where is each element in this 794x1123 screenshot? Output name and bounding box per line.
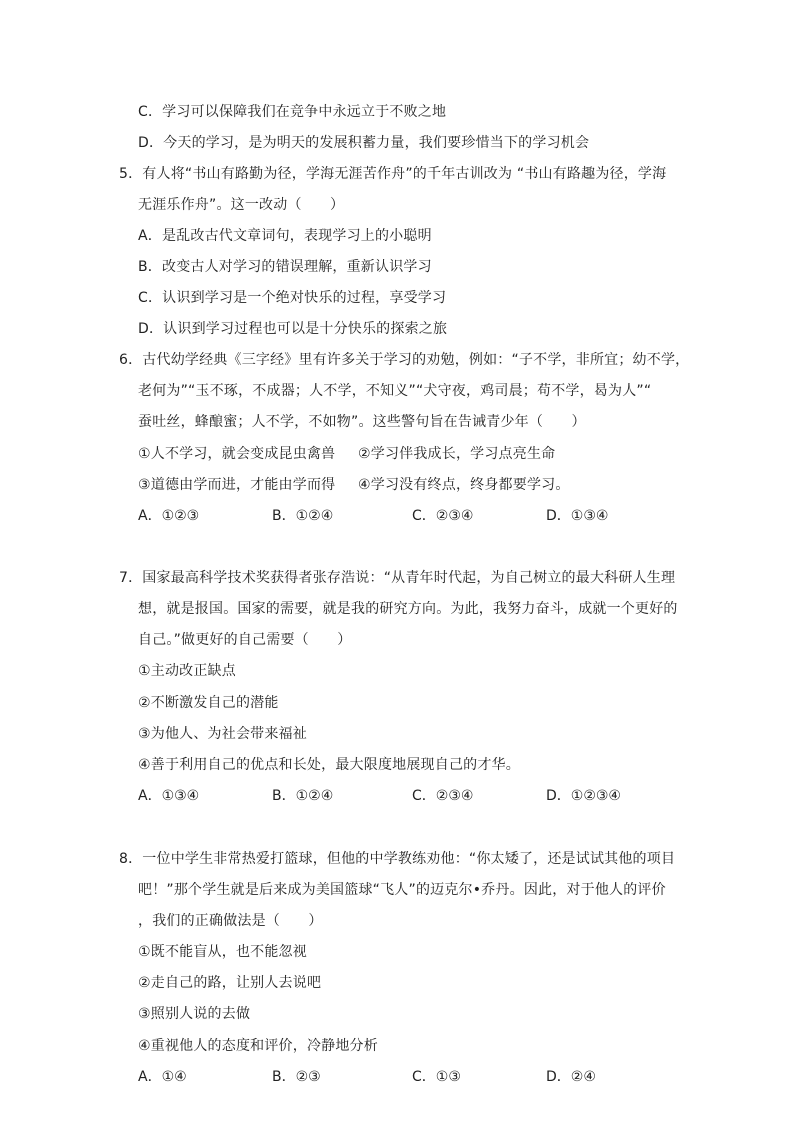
q7-option-b: B．①②④ xyxy=(272,788,334,804)
q7-statement-2: ②不断激发自己的潜能 xyxy=(138,695,279,711)
q7-option-d: D．①②③④ xyxy=(546,788,621,804)
q8-statement-2: ②走自己的路，让别人去说吧 xyxy=(138,975,322,991)
q5-option-d: D．认识到学习过程也可以是十分快乐的探索之旅 xyxy=(138,321,448,337)
q5-option-c: C．认识到学习是一个绝对快乐的过程，享受学习 xyxy=(138,290,447,306)
q6-option-b: B．①②④ xyxy=(272,508,334,524)
q6-stem-line3: 蚕吐丝，蜂酿蜜；人不学，不如物”。这些警句旨在告诫青少年（ ） xyxy=(138,414,586,430)
q7-options-row xyxy=(138,786,658,806)
q6-statement-2: ②学习伴我成长，学习点亮生命 xyxy=(358,446,556,462)
q8-stem-line1: 8．一位中学生非常热爱打篮球，但他的中学教练劝他：“你太矮了，还是试试其他的项目 xyxy=(119,851,676,867)
q8-option-b: B．②③ xyxy=(272,1069,321,1085)
q8-statement-3: ③照别人说的去做 xyxy=(138,1006,251,1022)
q6-option-a: A．①②③ xyxy=(138,508,200,524)
q7-statement-1: ①主动改正缺点 xyxy=(138,663,236,679)
q7-stem-line1: 7．国家最高科学技术奖获得者张存浩说：“从青年时代起，为自己树立的最大科研人生理 xyxy=(119,570,676,586)
q7-stem-line3: 自己。”做更好的自己需要（ ） xyxy=(138,632,352,648)
q5-stem-line2: 无涯乐作舟”。这一改动（ ） xyxy=(138,197,345,213)
q5-option-b: B．改变古人对学习的错误理解，重新认识学习 xyxy=(138,259,432,275)
q4-option-c: C．学习可以保障我们在竞争中永远立于不败之地 xyxy=(138,104,447,120)
q4-option-d: D．今天的学习，是为明天的发展积蓄力量，我们要珍惜当下的学习机会 xyxy=(138,135,590,151)
q8-stem-line3: ，我们的正确做法是（ ） xyxy=(138,913,323,929)
q6-statement-1: ①人不学习，就会变成昆虫禽兽 xyxy=(138,446,336,462)
q5-option-a: A．是乱改古代文章词句，表现学习上的小聪明 xyxy=(138,228,432,244)
q6-option-c: C．②③④ xyxy=(412,508,474,524)
q8-options-row xyxy=(138,1067,658,1087)
q8-option-c: C．①③ xyxy=(412,1069,461,1085)
q7-option-a: A．①③④ xyxy=(138,788,200,804)
q6-statement-3: ③道德由学而进，才能由学而得 xyxy=(138,477,336,493)
q6-stem-line1: 6．古代幼学经典《三字经》里有许多关于学习的劝勉，例如：“子不学，非所宜；幼不学， xyxy=(119,352,690,368)
q6-options-row xyxy=(138,506,658,526)
q7-statement-4: ④善于利用自己的优点和长处，最大限度地展现自己的才华。 xyxy=(138,757,520,773)
q6-option-d: D．①③④ xyxy=(546,508,609,524)
q8-stem-line2: 吧！”那个学生就是后来成为美国篮球“飞人”的迈克尔•乔丹。因此，对于他人的评价 xyxy=(138,882,666,898)
q7-statement-3: ③为他人、为社会带来福祉 xyxy=(138,726,307,742)
q8-statement-1: ①既不能盲从，也不能忽视 xyxy=(138,944,307,960)
q6-statement-4: ④学习没有终点，终身都要学习。 xyxy=(358,477,570,493)
q8-statement-4: ④重视他人的态度和评价，冷静地分析 xyxy=(138,1038,378,1054)
q7-option-c: C．②③④ xyxy=(412,788,474,804)
q7-stem-line2: 想，就是报国。国家的需要，就是我的研究方向。为此，我努力奋斗，成就一个更好的 xyxy=(138,601,678,617)
q5-stem-line1: 5．有人将“书山有路勤为径，学海无涯苦作舟”的千年古训改为 “书山有路趣为径，学海 xyxy=(119,166,667,182)
q8-option-d: D．②④ xyxy=(546,1069,596,1085)
q8-option-a: A．①④ xyxy=(138,1069,187,1085)
q6-stem-line2: 老何为”“玉不琢，不成器；人不学，不知义”“犬守夜，鸡司晨；苟不学，曷为人”“ xyxy=(138,383,652,399)
